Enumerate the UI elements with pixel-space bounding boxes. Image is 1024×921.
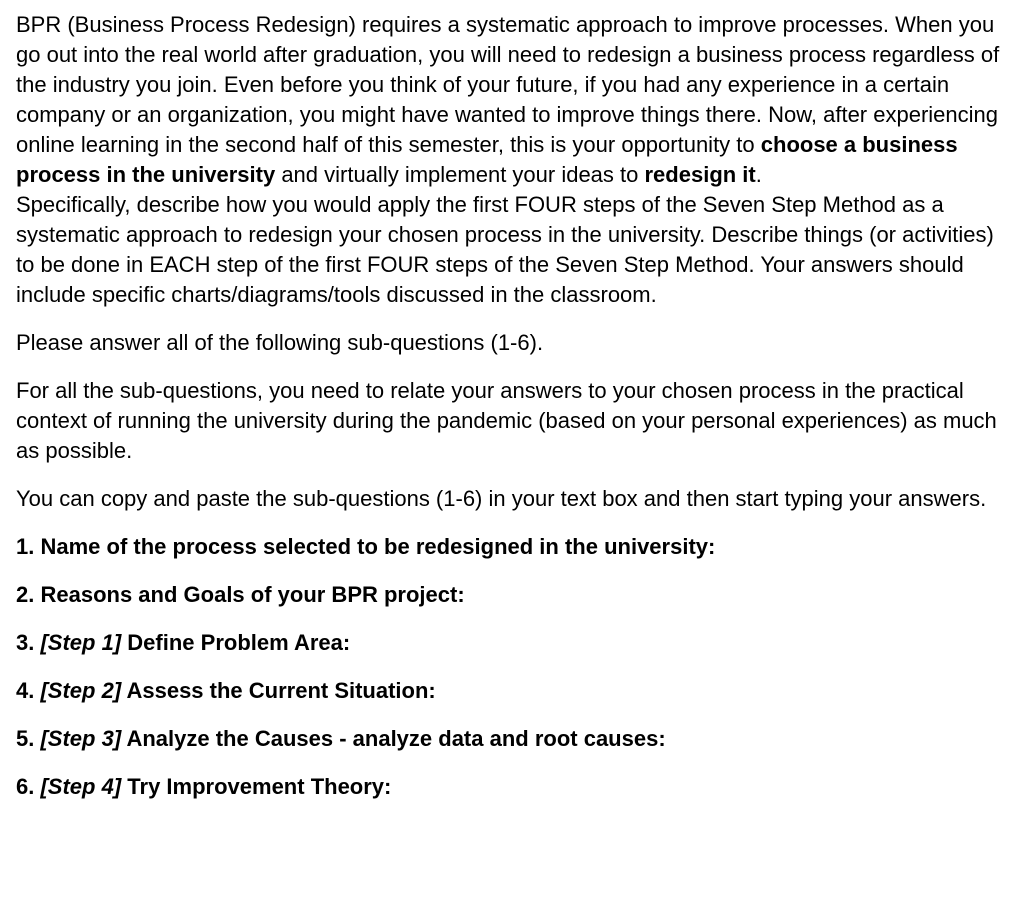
intro-paragraph-5: You can copy and paste the sub-questions (1-6) in your text box and then start typing your answers. — [16, 486, 987, 511]
question-step-tag: [Step 4] — [40, 774, 122, 799]
question-5 — [16, 724, 1000, 754]
intro-text-1: BPR (Business Process Redesign) requires a systematic approach to improve processes. When you go out into the real world after graduation, you will need to redesign a business process regardless of the industry you join. Even before you think of your future, if you had any experience in a certain company or an organization, you might have wanted to improve things there. Now, after experiencing online learning in the second half of this semester, this is your opportunity to — [16, 12, 1000, 157]
question-number: 4. — [16, 678, 35, 703]
intro-paragraph-3: Please answer all of the following sub-questions (1-6). — [16, 330, 544, 355]
question-3 — [16, 628, 1000, 658]
question-4 — [16, 676, 1000, 706]
question-number: 3. — [16, 630, 35, 655]
question-text: Define Problem Area: — [127, 630, 351, 655]
intro-bold-redesign: redesign it — [644, 162, 756, 187]
intro-paragraph-4: For all the sub-questions, you need to relate your answers to your chosen process in the practical context of running the university during the pandemic (based on your personal experiences) as much as possible. — [16, 378, 997, 463]
intro-text-2: and virtually implement your ideas to — [275, 162, 645, 187]
question-text: Reasons and Goals of your BPR project: — [40, 582, 465, 607]
question-number: 1. — [16, 534, 35, 559]
intro-bold-choose-process: choose a business process in the university — [16, 132, 958, 187]
question-text: Try Improvement Theory: — [127, 774, 392, 799]
question-number: 5. — [16, 726, 35, 751]
question-step-tag: [Step 3] — [40, 726, 122, 751]
intro-paragraph-1 — [16, 10, 1000, 190]
question-1 — [16, 532, 1000, 562]
question-step-tag: [Step 2] — [40, 678, 122, 703]
question-text: Assess the Current Situation: — [126, 678, 436, 703]
question-text: Name of the process selected to be redesigned in the university: — [40, 534, 716, 559]
question-2 — [16, 580, 1000, 610]
question-step-tag: [Step 1] — [40, 630, 122, 655]
question-number: 6. — [16, 774, 35, 799]
intro-paragraph-2: Specifically, describe how you would apply the first FOUR steps of the Seven Step Method as a systematic approach to redesign your chosen process in the university. Describe things (or activities) to be done in EACH step of the first FOUR steps of the Seven Step Method. Your answers should include specific charts/diagrams/tools discussed in the classroom. — [16, 192, 994, 307]
question-number: 2. — [16, 582, 35, 607]
question-text: Analyze the Causes - analyze data and root causes: — [126, 726, 666, 751]
question-6 — [16, 772, 1000, 802]
intro-text-3: . — [755, 162, 762, 187]
